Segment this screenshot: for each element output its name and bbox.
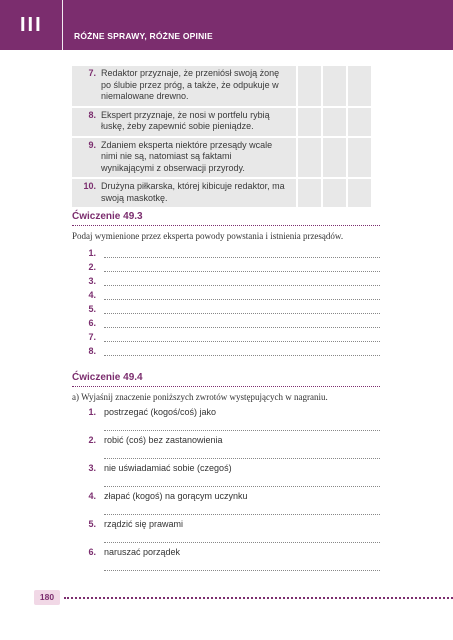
- exercise-instruction: Podaj wymienione przez eksperta powody powstania i istnienia przesądów.: [72, 231, 344, 241]
- footer-divider: [64, 597, 453, 599]
- answer-line[interactable]: [104, 430, 380, 431]
- exercise-instruction: a) Wyjaśnij znaczenie poniższych zwrotów występujących w nagraniu.: [72, 392, 328, 402]
- answer-number: 3.: [88, 276, 96, 286]
- answer-box[interactable]: [322, 66, 347, 107]
- chapter-number: III: [20, 14, 43, 36]
- exercise-title: Ćwiczenie 49.4: [72, 372, 143, 383]
- answer-line[interactable]: [72, 318, 380, 331]
- phrase-text: naruszać porządek: [104, 547, 181, 557]
- statement-row: [72, 178, 371, 208]
- phrase-text: postrzegać (kogoś/coś) jako: [104, 407, 217, 417]
- phrase-number: 2.: [88, 435, 96, 445]
- statement-text: Zdaniem eksperta niektóre przesądy wcale nimi nie są, natomiast są faktami wynikającymi z obserwacji przyrody.: [101, 139, 273, 173]
- true-false-table: [72, 66, 371, 209]
- phrase-text: robić (coś) bez zastanowienia: [104, 435, 223, 445]
- answer-line[interactable]: [72, 290, 380, 303]
- answer-box[interactable]: [322, 107, 347, 137]
- statement-row: [72, 137, 371, 179]
- answer-box[interactable]: [297, 178, 322, 208]
- statement-text: Ekspert przyznaje, że nosi w portfelu rybią łuskę, żeby zapewnić sobie pieniądze.: [101, 109, 270, 131]
- page-number: 180: [34, 590, 60, 605]
- statement-row: [72, 66, 371, 107]
- answer-line[interactable]: [104, 542, 380, 543]
- answer-number: 2.: [88, 262, 96, 272]
- phrase-number: 6.: [88, 547, 96, 557]
- answer-line[interactable]: [104, 570, 380, 571]
- chapter-header: [0, 0, 453, 50]
- phrase-number: 4.: [88, 491, 96, 501]
- exercise-title: Ćwiczenie 49.3: [72, 211, 143, 222]
- statement-text: Redaktor przyznaje, że przeniósł swoją żonę po ślubie przez próg, a także, że odpukuje w niemalowane drewno.: [101, 68, 280, 101]
- header-divider: [62, 0, 63, 50]
- answer-box[interactable]: [347, 178, 371, 208]
- statement-number: 7.: [88, 68, 96, 78]
- answer-number: 6.: [88, 318, 96, 328]
- phrase-text: rządzić się prawami: [104, 519, 184, 529]
- answer-number: 1.: [88, 248, 96, 258]
- answer-line[interactable]: [104, 514, 380, 515]
- answer-box[interactable]: [297, 66, 322, 107]
- answer-number: 4.: [88, 290, 96, 300]
- statement-number: 9.: [88, 139, 96, 150]
- phrase-number: 3.: [88, 463, 96, 473]
- answer-box[interactable]: [347, 66, 371, 107]
- phrase-text: nie uświadamiać sobie (czegoś): [104, 463, 232, 473]
- answer-box[interactable]: [322, 178, 347, 208]
- answer-number: 8.: [88, 346, 96, 356]
- statement-text: Drużyna piłkarska, której kibicuje redaktor, ma swoją maskotkę.: [101, 181, 285, 203]
- answer-line[interactable]: [72, 248, 380, 261]
- answer-line[interactable]: [72, 304, 380, 317]
- answer-line[interactable]: [72, 262, 380, 275]
- phrase-text: złapać (kogoś) na gorącym uczynku: [104, 491, 248, 501]
- statement-number: 8.: [88, 109, 96, 120]
- answer-line[interactable]: [104, 486, 380, 487]
- section-title: RÓŻNE SPRAWY, RÓŻNE OPINIE: [74, 31, 213, 41]
- answer-box[interactable]: [297, 137, 322, 179]
- answer-number: 5.: [88, 304, 96, 314]
- answer-line[interactable]: [104, 458, 380, 459]
- answer-number: 7.: [88, 332, 96, 342]
- exercise-divider: [72, 386, 380, 387]
- phrase-number: 1.: [88, 407, 96, 417]
- answer-line[interactable]: [72, 276, 380, 289]
- phrase-number: 5.: [88, 519, 96, 529]
- answer-box[interactable]: [322, 137, 347, 179]
- answer-box[interactable]: [347, 107, 371, 137]
- statement-row: [72, 107, 371, 137]
- answer-line[interactable]: [72, 346, 380, 359]
- answer-line[interactable]: [72, 332, 380, 345]
- exercise-divider: [72, 225, 380, 226]
- answer-box[interactable]: [297, 107, 322, 137]
- statement-number: 10.: [83, 181, 96, 191]
- answer-box[interactable]: [347, 137, 371, 179]
